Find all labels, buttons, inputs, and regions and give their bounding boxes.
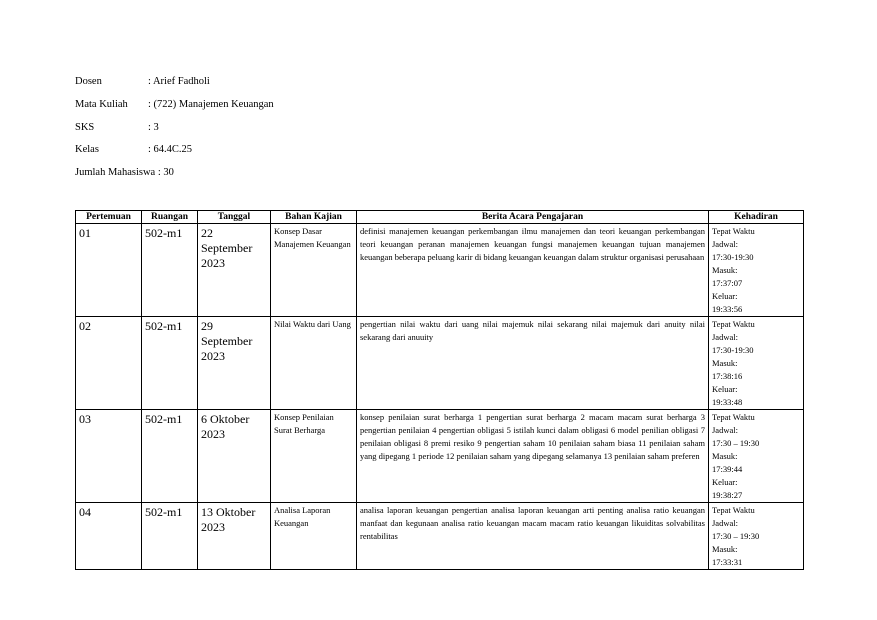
kehadiran-line: 17:30 – 19:30 bbox=[712, 531, 760, 541]
tanggal-cell: 6 Oktober 2023 bbox=[198, 410, 271, 503]
kehadiran-cell bbox=[709, 503, 804, 570]
table-row bbox=[76, 503, 804, 570]
bahan-kajian-cell: Konsep Penilaian Surat Berharga bbox=[271, 410, 357, 503]
pertemuan-cell: 01 bbox=[76, 224, 142, 317]
kehadiran-line: 19:38:27 bbox=[712, 490, 743, 500]
column-header-tanggal: Tanggal bbox=[198, 211, 271, 224]
pertemuan-cell: 04 bbox=[76, 503, 142, 570]
sks-label: SKS bbox=[75, 122, 95, 133]
ruangan-cell: 502-m1 bbox=[142, 503, 198, 570]
kehadiran-line: Tepat Waktu bbox=[712, 412, 755, 422]
kehadiran-line: Jadwal: bbox=[712, 425, 738, 435]
ruangan-cell: 502-m1 bbox=[142, 317, 198, 410]
kehadiran-line: 17:37:07 bbox=[712, 278, 743, 288]
berita-acara-cell: konsep penilaian surat berharga 1 pengertian surat berharga 2 macam macam surat berharga 3 pengertian penilaian 4 pengertian obligasi 5 istilah kunci dalam obligasi 6 model penilian obligasi 7 penilaian obligasi 8 premi resiko 9 pengertian saham 10 penilaian saham biasa 11 penilaian saham yang dipegang 1 periode 12 penilaian saham yang dipegang selamanya 13 penilaian saham preferen bbox=[357, 410, 709, 503]
kehadiran-line: Masuk: bbox=[712, 451, 738, 461]
kehadiran-line: Keluar: bbox=[712, 291, 738, 301]
mata-kuliah-value: : (722) Manajemen Keuangan bbox=[148, 99, 274, 110]
kehadiran-line: Jadwal: bbox=[712, 332, 738, 342]
kehadiran-line: Tepat Waktu bbox=[712, 505, 755, 515]
kehadiran-line: 17:33:31 bbox=[712, 557, 743, 567]
mata-kuliah-label: Mata Kuliah bbox=[75, 99, 128, 110]
ruangan-cell: 502-m1 bbox=[142, 410, 198, 503]
kehadiran-line: 17:39:44 bbox=[712, 464, 743, 474]
kehadiran-line: Masuk: bbox=[712, 544, 738, 554]
dosen-value: : Arief Fadholi bbox=[148, 76, 210, 87]
kehadiran-line: 19:33:48 bbox=[712, 397, 743, 407]
pertemuan-cell: 02 bbox=[76, 317, 142, 410]
kehadiran-line: 17:30-19:30 bbox=[712, 345, 754, 355]
bahan-kajian-cell: Konsep Dasar Manajemen Keuangan bbox=[271, 224, 357, 317]
kehadiran-line: 19:33:56 bbox=[712, 304, 743, 314]
bahan-kajian-cell: Nilai Waktu dari Uang bbox=[271, 317, 357, 410]
kehadiran-line: Masuk: bbox=[712, 265, 738, 275]
column-header-bahan-kajian: Bahan Kajian bbox=[271, 211, 357, 224]
table-row bbox=[76, 224, 804, 317]
column-header-pertemuan: Pertemuan bbox=[76, 211, 142, 224]
kehadiran-line: Masuk: bbox=[712, 358, 738, 368]
jumlah-mahasiswa-label: Jumlah Mahasiswa : 30 bbox=[75, 167, 174, 178]
column-header-kehadiran: Kehadiran bbox=[709, 211, 804, 224]
attendance-table bbox=[75, 210, 804, 570]
bahan-kajian-cell: Analisa Laporan Keuangan bbox=[271, 503, 357, 570]
kelas-label: Kelas bbox=[75, 144, 99, 155]
kehadiran-line: Jadwal: bbox=[712, 239, 738, 249]
berita-acara-cell: definisi manajemen keuangan perkembangan ilmu manajemen dan teori keuangan perkembangan teori keuangan peranan manajemen keuangan fungsi manajemen keuangan tujuan manajemen keuangan beberapa peluang karir di bidang keuangan keuangan dalam struktur organisasi perusahaan bbox=[357, 224, 709, 317]
table-row bbox=[76, 317, 804, 410]
table-row bbox=[76, 410, 804, 503]
kehadiran-line: Tepat Waktu bbox=[712, 226, 755, 236]
column-header-berita-acara: Berita Acara Pengajaran bbox=[357, 211, 709, 224]
tanggal-cell: 13 Oktober 2023 bbox=[198, 503, 271, 570]
table-header-row bbox=[76, 211, 804, 224]
pertemuan-cell: 03 bbox=[76, 410, 142, 503]
berita-acara-cell: pengertian nilai waktu dari uang nilai majemuk nilai sekarang nilai majemuk dari anuity nilai sekarang dari anuuity bbox=[357, 317, 709, 410]
kehadiran-line: Tepat Waktu bbox=[712, 319, 755, 329]
kehadiran-line: Keluar: bbox=[712, 477, 738, 487]
kehadiran-cell bbox=[709, 317, 804, 410]
kehadiran-line: 17:38:16 bbox=[712, 371, 743, 381]
dosen-label: Dosen bbox=[75, 76, 102, 87]
kelas-value: : 64.4C.25 bbox=[148, 144, 193, 155]
berita-acara-cell: analisa laporan keuangan pengertian analisa laporan keuangan arti penting analisa ratio keuangan manfaat dan kegunaan analisa ratio keuangan macam macam ratio keuangan likuiditas solvabilitas rentabilitas bbox=[357, 503, 709, 570]
kehadiran-line: 17:30-19:30 bbox=[712, 252, 754, 262]
kehadiran-cell bbox=[709, 410, 804, 503]
ruangan-cell: 502-m1 bbox=[142, 224, 198, 317]
sks-value: : 3 bbox=[148, 122, 159, 133]
kehadiran-cell bbox=[709, 224, 804, 317]
kehadiran-line: Jadwal: bbox=[712, 518, 738, 528]
tanggal-cell: 22 September 2023 bbox=[198, 224, 271, 317]
tanggal-cell: 29 September 2023 bbox=[198, 317, 271, 410]
kehadiran-line: Keluar: bbox=[712, 384, 738, 394]
column-header-ruangan: Ruangan bbox=[142, 211, 198, 224]
kehadiran-line: 17:30 – 19:30 bbox=[712, 438, 760, 448]
